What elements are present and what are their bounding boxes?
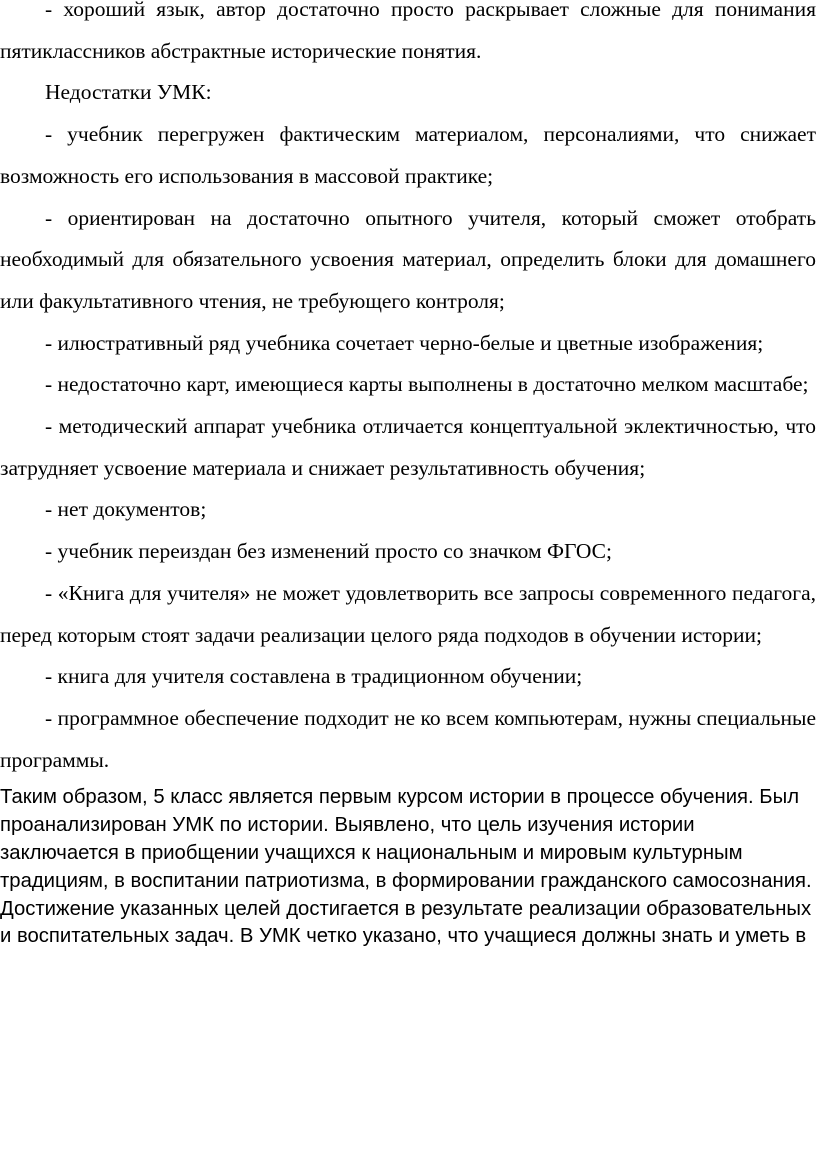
paragraph-maps: - недостаточно карт, имеющиеся карты выполнены в достаточно мелком масштабе; xyxy=(45,372,809,397)
paragraph-teacher-book-requests: - «Книга для учителя» не может удовлетворить все запросы современного педагога, перед которым стоят задачи реализации целого ряда подходов в обучении истории; xyxy=(0,580,816,647)
paragraph-overloaded-textbook: - учебник перегружен фактическим материалом, персоналиями, что снижает возможность его использования в массовой практике; xyxy=(0,122,816,188)
paragraph-conclusion: Таким образом, 5 класс является первым курсом истории в процессе обучения. Был проанализирован УМК по истории. Выявлено, что цель изучения истории заключается в приобщении учащихся к национальным и мировым культурным традициям, в воспитании патриотизма, в формировании гражданского самосознания. Достижение указанных целей достигается в результате реализации образовательных и воспитательных задач. В УМК четко указано, что учащиеся должны знать и уметь в xyxy=(0,786,812,948)
paragraph-no-documents: - нет документов; xyxy=(45,497,207,522)
heading-umk-drawbacks: Недостатки УМК: xyxy=(45,80,212,105)
paragraph-experienced-teacher: - ориентирован на достаточно опытного учителя, который сможет отобрать необходимый для обязательного усвоения материал, определить блоки для домашнего или факультативного чтения, не требующего контроля; xyxy=(0,205,816,313)
paragraph-illustrations: - илюстративный ряд учебника сочетает черно-белые и цветные изображения; xyxy=(45,330,764,355)
paragraph-good-language: - хороший язык, автор достаточно просто раскрывает сложные для понимания пятиклассников абстрактные исторические понятия. xyxy=(0,0,816,63)
paragraph-software: - программное обеспечение подходит не ко всем компьютерам, нужны специальные программы. xyxy=(0,705,816,772)
paragraph-reprinted: - учебник переиздан без изменений просто со значком ФГОС; xyxy=(45,539,612,564)
paragraph-methodical-apparatus: - методический аппарат учебника отличается концептуальной эклектичностью, что затрудняет усвоение материала и снижает результативность обучения; xyxy=(0,414,816,480)
paragraph-teacher-book-traditional: - книга для учителя составлена в традиционном обучении; xyxy=(45,664,583,689)
